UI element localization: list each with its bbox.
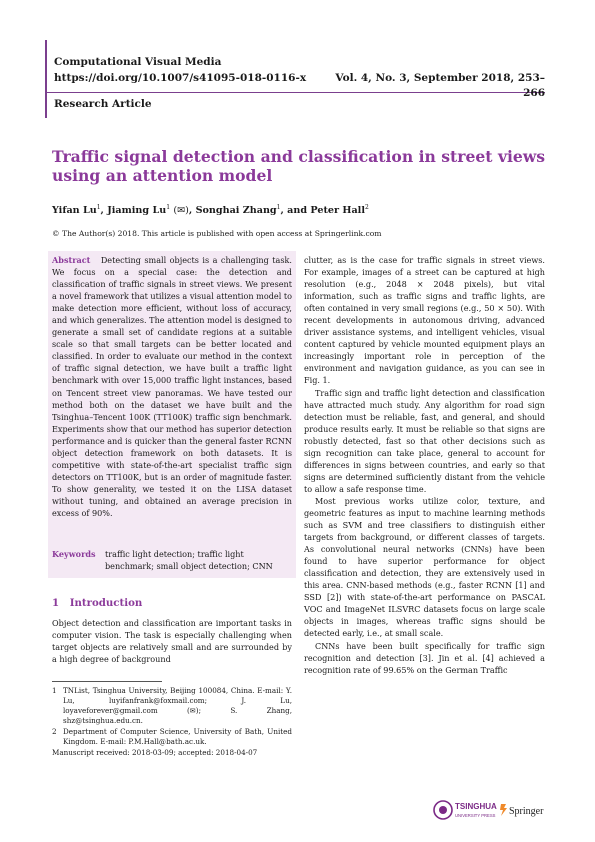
abstract bbox=[52, 254, 292, 519]
publisher-logos bbox=[433, 797, 545, 823]
right-column bbox=[304, 254, 545, 676]
author-name: Jiaming Lu bbox=[107, 205, 167, 217]
article-type: Research Article bbox=[54, 98, 152, 110]
corresponding-mail-icon: (✉) bbox=[173, 205, 189, 217]
section-heading bbox=[52, 597, 142, 609]
paragraph: clutter, as is the case for traffic signals in street views. For example, images of a street can be captured at high resolution (e.g., 2048 × 2048 pixels), but vital information, such as traffic signs and traffic lights, are often contained in very small regions (e.g., 50 × 50). With recent developments in autonomous driving, advanced driver assistance systems, and intelligent vehicles, visual content captured by vehicle mounted equipment plays an increasingly important role in perception of the environment and navigation guidance, as you can see in Fig. 1. bbox=[304, 255, 545, 386]
keywords bbox=[52, 548, 292, 572]
paragraph: Most previous works utilize color, texture, and geometric features as input to machine learning methods such as SVM and tree classifiers to distinguish either targets from background, or different classes of targets. As convolutional neural networks (CNNs) have been found to have superior performance for object classification and detection, they are extensively used in this area. CNN-based methods (e.g., faster RCNN [1] and SSD [2]) with state-of-the-art performance on PASCAL VOC and ImageNet ILSVRC datasets focus on large scale objects in images, whereas traffic signs should be detected early, i.e., at small scale. bbox=[304, 495, 545, 639]
journal-name: Computational Visual Media bbox=[54, 56, 222, 68]
springer-horse-icon bbox=[500, 804, 507, 816]
copyright-notice: © The Author(s) 2018. This article is published with open access at Springerlink.com bbox=[52, 229, 382, 238]
footnote-affiliation-1: TNList, Tsinghua University, Beijing 100084, China. E-mail: Y. Lu, luyifanfrank@foxmail.com; J. Lu, loyaveforever@gmail.com (✉); S. Zhang, shz@tsinghua.edu.cn. bbox=[63, 686, 292, 725]
author-name: Peter Hall bbox=[310, 205, 365, 217]
author-separator: , and bbox=[280, 205, 311, 217]
footnotes bbox=[52, 686, 292, 758]
footnote-number: 2 bbox=[52, 727, 57, 736]
author-name: Yifan Lu bbox=[52, 205, 97, 217]
doi-link[interactable]: https://doi.org/10.1007/s41095-018-0116-x bbox=[54, 72, 307, 84]
section-title: Introduction bbox=[69, 597, 143, 609]
author-name: Songhai Zhang bbox=[195, 205, 277, 217]
paragraph: Object detection and classification are important tasks in computer vision. The task is especially challenging when target objects are relatively small and are surrounded by a high degree of background bbox=[52, 618, 292, 665]
author-separator: , bbox=[188, 205, 196, 217]
volume-info: Vol. 4, No. 3, September 2018, 253–266 bbox=[335, 72, 545, 99]
footnote-number: 1 bbox=[52, 686, 57, 695]
author-separator: , bbox=[100, 205, 108, 217]
keywords-label: Keywords bbox=[52, 549, 96, 559]
keywords-text: traffic light detection; traffic light benchmark; small object detection; CNN bbox=[105, 549, 273, 571]
footnote-rule bbox=[52, 681, 162, 682]
abstract-text: Detecting small objects is a challenging task. We focus on a special case: the detection and classification of traffic signals in street views. We present a novel framework that utilizes a visual attention model to make detection more efficient, without loss of accuracy, and which generalizes. The attention model is designed to generate a small set of candidate regions at a suitable scale so that small targets can be better located and classified. In order to evaluate our method in the context of traffic signal detection, we have built a traffic light benchmark with over 15,000 traffic light instances, based on Tencent street view panoramas. We have tested our method both on the dataset we have built and the Tsinghua–Tencent 100K (TT100K) traffic sign benchmark. Experiments show that our method has superior detection performance and is quicker than the general faster RCNN object detection framework on both datasets. It is competitive with state-of-the-art specialist traffic sign detectors on TT100K, but is an order of magnitude faster. To show generality, we tested it on the LISA dataset without tuning, and obtained an average precision in excess of 90%. bbox=[52, 255, 292, 518]
section-number: 1 bbox=[52, 597, 60, 609]
logo-graphic bbox=[433, 797, 545, 823]
affiliation-mark: 1 bbox=[276, 204, 281, 211]
footnote-affiliation-2: Department of Computer Science, University of Bath, United Kingdom. E-mail: P.M.Hall@bath.ac.uk. bbox=[63, 727, 292, 746]
abstract-label: Abstract bbox=[52, 255, 91, 265]
manuscript-dates: Manuscript received: 2018-03-09; accepted: 2018-04-07 bbox=[52, 748, 258, 757]
header-accent-bar bbox=[45, 40, 47, 118]
tsinghua-press-wordmark: UNIVERSITY PRESS bbox=[455, 813, 496, 818]
affiliation-mark: 1 bbox=[166, 204, 171, 211]
tsinghua-seal-center-icon bbox=[439, 806, 447, 814]
intro-paragraph bbox=[52, 617, 292, 665]
paragraph: Traffic sign and traffic light detection and classification have attracted much study. Any algorithm for road sign detection must be reliable, fast, and general, and should produce results early. It must be reliable so that signs are robustly detected, fast so that other decisions such as sign recognition can take place, general to account for differences in signs between countries, and early so that signs are determined sufficiently distant from the vehicle to allow a safe response time. bbox=[304, 387, 545, 494]
springer-wordmark: Springer bbox=[509, 806, 544, 817]
paragraph: CNNs have been built specifically for traffic sign recognition and detection [3]. Jin et al. [4] achieved a recognition rate of 99.65% on the German Traffic bbox=[304, 640, 545, 675]
author-list bbox=[52, 201, 547, 217]
affiliation-mark: 2 bbox=[364, 204, 369, 211]
affiliation-mark: 1 bbox=[96, 204, 101, 211]
tsinghua-wordmark: TSINGHUA bbox=[455, 802, 497, 811]
paper-title: Traffic signal detection and classification in street views using an attention model bbox=[52, 147, 546, 185]
